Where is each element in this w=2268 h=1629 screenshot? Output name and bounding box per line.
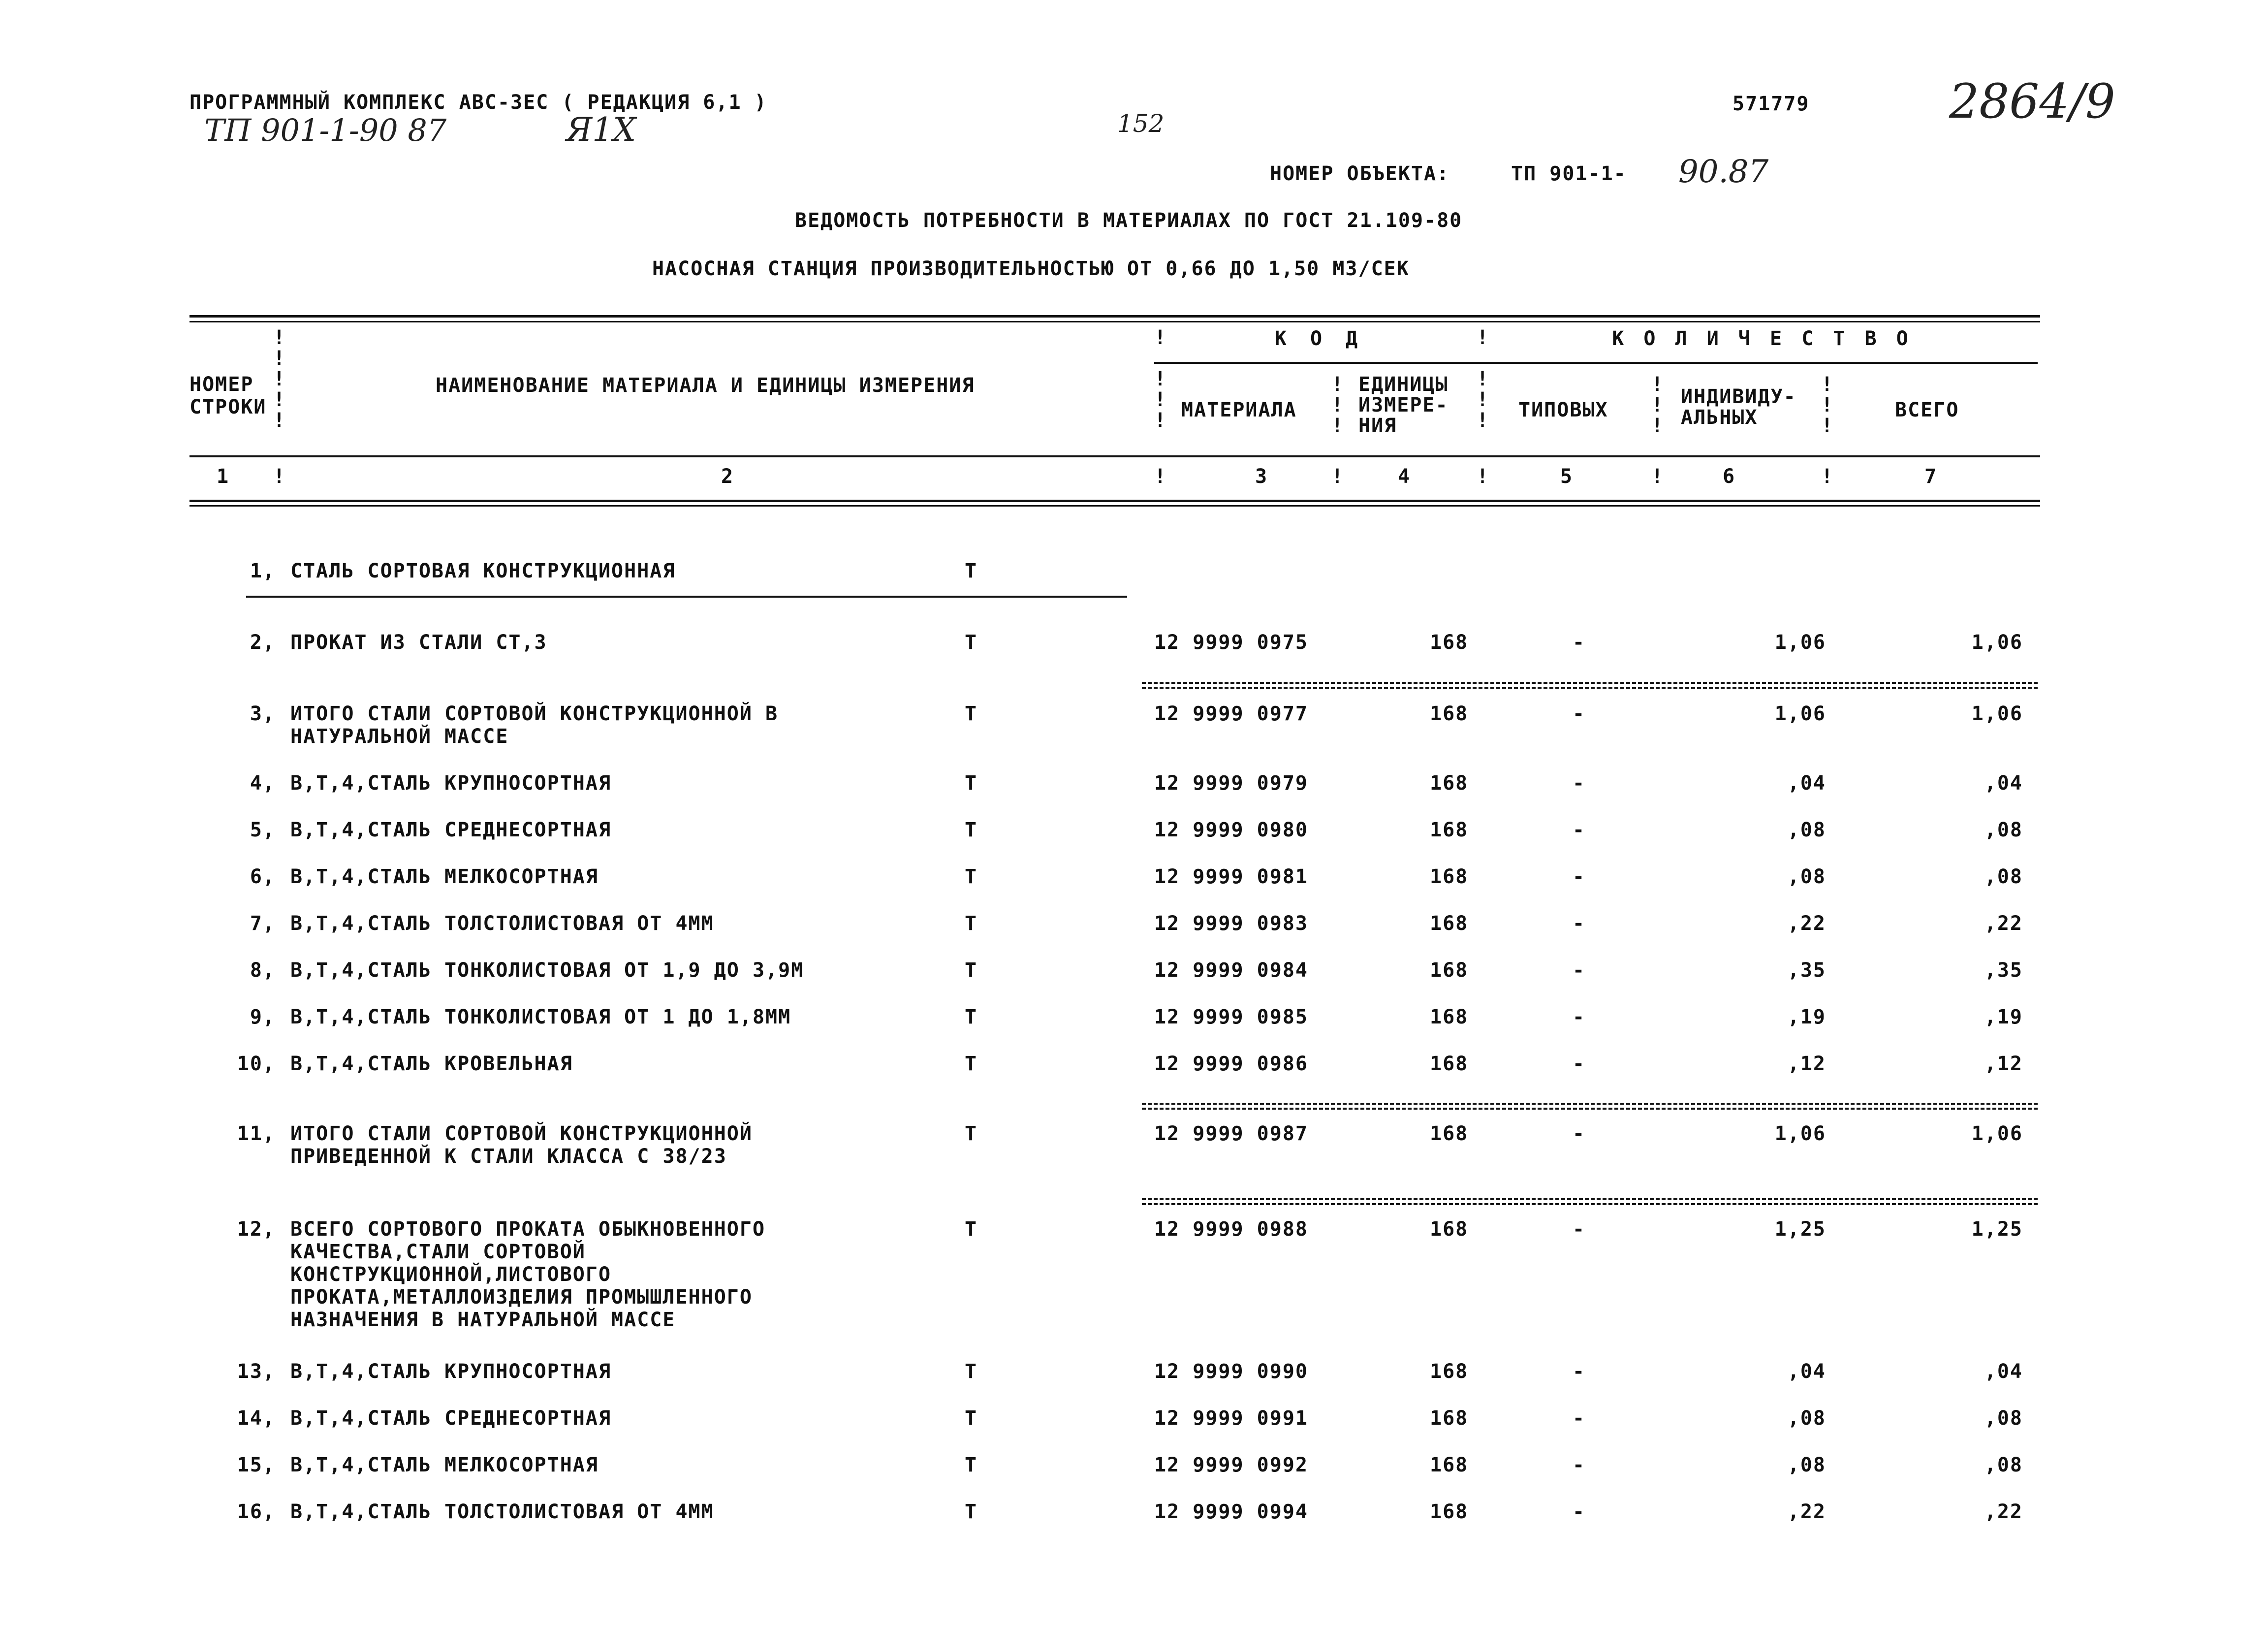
unit-letter: Т [965,819,978,841]
typical-qty: - [1573,1006,1586,1028]
col-number-7: 7 [1924,465,1938,488]
typical-qty: - [1573,772,1586,795]
header-individual: ИНДИВИДУ- АЛЬНЫХ [1681,385,1796,429]
row-number: 11, [237,1122,276,1145]
material-code: 12 9999 0979 [1154,772,1308,795]
total-qty: 1,06 [1971,631,2023,654]
material-name: В,Т,4,СТАЛЬ СРЕДНЕСОРТНАЯ [290,1407,612,1430]
unit-code: 168 [1430,1407,1469,1430]
material-code: 12 9999 0990 [1154,1360,1308,1383]
header-separator-4: ! ! ! ! [1477,326,1489,432]
col-number-6: 6 [1723,465,1736,488]
typical-qty: - [1573,1454,1586,1476]
individual-qty: ,12 [1787,1053,1826,1075]
individual-qty: 1,06 [1774,1122,1826,1145]
num-separator-4: ! [1477,465,1489,488]
material-code: 12 9999 0988 [1154,1218,1308,1241]
row-number: 4, [250,772,276,795]
row-number: 6, [250,865,276,888]
material-code: 12 9999 0994 [1154,1501,1308,1523]
material-code: 12 9999 0991 [1154,1407,1308,1430]
unit-letter: Т [965,959,978,982]
material-code: 12 9999 0981 [1154,865,1308,888]
object-number-handwritten: 90.87 [1678,154,1769,190]
typical-qty: - [1573,1407,1586,1430]
table-top-rule-inner [189,321,2040,322]
col-number-1: 1 [217,465,230,488]
col-number-5: 5 [1560,465,1574,488]
row-number: 16, [237,1501,276,1523]
total-qty: 1,25 [1971,1218,2023,1241]
row-number: 13, [237,1360,276,1383]
total-qty: ,04 [1984,1360,2023,1383]
material-name: В,Т,4,СТАЛЬ СРЕДНЕСОРТНАЯ [290,819,612,841]
header-quantity: К О Л И Ч Е С Т В О [1612,327,1912,350]
num-separator-2: ! [1154,465,1166,488]
row-number: 8, [250,959,276,982]
unit-code: 168 [1430,1006,1469,1028]
individual-qty: ,08 [1787,1454,1826,1476]
header-code-material: МАТЕРИАЛА [1181,399,1297,421]
unit-code: 168 [1430,1501,1469,1523]
material-code: 12 9999 0984 [1154,959,1308,982]
total-qty: ,04 [1984,772,2023,795]
unit-code: 168 [1430,631,1469,654]
unit-code: 168 [1430,1360,1469,1383]
individual-qty: ,08 [1787,865,1826,888]
handwritten-sheet-number: 2864/9 [1949,74,2115,129]
individual-qty: ,04 [1787,1360,1826,1383]
col-number-3: 3 [1255,465,1268,488]
row-number: 3, [250,703,276,725]
header-row-number: НОМЕР СТРОКИ [189,373,267,418]
typical-qty: - [1573,912,1586,935]
table-top-rule [189,315,2040,318]
total-qty: ,08 [1984,865,2023,888]
num-separator-3: ! [1331,465,1344,488]
total-qty: ,22 [1984,1501,2023,1523]
material-name: В,Т,4,СТАЛЬ КРУПНОСОРТНАЯ [290,772,612,795]
header-separator-1: ! ! ! ! ! [273,326,285,432]
material-name: В,Т,4,СТАЛЬ ТОЛСТОЛИСТОВАЯ ОТ 4ММ [290,912,714,935]
row-number: 2, [250,631,276,654]
unit-letter: Т [965,1407,978,1430]
typical-qty: - [1573,1218,1586,1241]
material-code: 12 9999 0977 [1154,703,1308,725]
typical-qty: - [1573,1053,1586,1075]
unit-letter: Т [965,865,978,888]
material-name: ПРОКАТ ИЗ СТАЛИ СТ,3 [290,631,547,654]
document-title: ВЕДОМОСТЬ ПОТРЕБНОСТИ В МАТЕРИАЛАХ ПО ГОСТ 21.109-80 [795,209,1463,232]
header-mid-rule [1154,362,2038,364]
total-qty: ,08 [1984,819,2023,841]
material-name: В,Т,4,СТАЛЬ МЕЛКОСОРТНАЯ [290,1454,598,1476]
material-name: В,Т,4,СТАЛЬ ТОНКОЛИСТОВАЯ ОТ 1 ДО 1,8ММ [290,1006,791,1028]
subtotal-rule-row12 [1142,1198,2038,1205]
total-qty: ,08 [1984,1407,2023,1430]
row-number: 1, [250,560,276,582]
individual-qty: ,35 [1787,959,1826,982]
row-number: 10, [237,1053,276,1075]
header-total: ВСЕГО [1895,399,1959,421]
unit-letter: Т [965,1006,978,1028]
material-code: 12 9999 0992 [1154,1454,1308,1476]
subtotal-rule-row3 [1142,682,2038,689]
row1-underline [246,596,1127,598]
total-qty: ,22 [1984,912,2023,935]
row-number: 9, [250,1006,276,1028]
header-separator-5: ! ! ! [1651,373,1664,437]
material-code: 12 9999 0987 [1154,1122,1308,1145]
unit-letter: Т [965,1122,978,1145]
unit-code: 168 [1430,865,1469,888]
unit-code: 168 [1430,772,1469,795]
individual-qty: ,08 [1787,819,1826,841]
num-separator-5: ! [1651,465,1664,488]
program-header: ПРОГРАММНЫЙ КОМПЛЕКС АВС-3ЕС ( РЕДАКЦИЯ 6,1 ) [189,91,767,114]
material-code: 12 9999 0975 [1154,631,1308,654]
unit-code: 168 [1430,703,1469,725]
total-qty: ,12 [1984,1053,2023,1075]
individual-qty: ,22 [1787,1501,1826,1523]
material-name: В,Т,4,СТАЛЬ МЕЛКОСОРТНАЯ [290,865,598,888]
material-name: В,Т,4,СТАЛЬ КРОВЕЛЬНАЯ [290,1053,573,1075]
unit-letter: Т [965,1454,978,1476]
col-number-4: 4 [1398,465,1411,488]
typical-qty: - [1573,819,1586,841]
unit-code: 168 [1430,819,1469,841]
row-number: 15, [237,1454,276,1476]
material-code: 12 9999 0985 [1154,1006,1308,1028]
unit-letter: Т [965,631,978,654]
material-name: В,Т,4,СТАЛЬ КРУПНОСОРТНАЯ [290,1360,612,1383]
header-separator-2: ! ! ! ! [1154,326,1166,432]
total-qty: 1,06 [1971,703,2023,725]
unit-letter: Т [965,1053,978,1075]
subtotal-rule-row11 [1142,1103,2038,1110]
total-qty: ,08 [1984,1454,2023,1476]
document-subtitle: НАСОСНАЯ СТАНЦИЯ ПРОИЗВОДИТЕЛЬНОСТЬЮ ОТ 0,66 ДО 1,50 М3/СЕК [652,257,1410,280]
material-code: 12 9999 0986 [1154,1053,1308,1075]
unit-letter: Т [965,1360,978,1383]
header-material-name: НАИМЕНОВАНИЕ МАТЕРИАЛА И ЕДИНИЦЫ ИЗМЕРЕНИЯ [436,374,975,397]
material-name: ИТОГО СТАЛИ СОРТОВОЙ КОНСТРУКЦИОННОЙ ПРИВЕДЕННОЙ К СТАЛИ КЛАССА С 38/23 [290,1122,753,1168]
material-name: ВСЕГО СОРТОВОГО ПРОКАТА ОБЫКНОВЕННОГО КАЧЕСТВА,СТАЛИ СОРТОВОЙ КОНСТРУКЦИОННОЙ,ЛИСТОВОГО ПРОКАТА,МЕТАЛЛОИЗДЕЛИЯ ПРОМЫШЛЕННОГО НАЗНАЧЕНИЯ В НАТУРАЛЬНОЙ МАССЕ [290,1218,766,1331]
unit-code: 168 [1430,1053,1469,1075]
total-qty: 1,06 [1971,1122,2023,1145]
material-name: ИТОГО СТАЛИ СОРТОВОЙ КОНСТРУКЦИОННОЙ В НАТУРАЛЬНОЙ МАССЕ [290,703,779,748]
handwritten-page-number: 152 [1117,109,1165,138]
total-qty: ,35 [1984,959,2023,982]
num-separator-1: ! [273,465,285,488]
unit-letter: Т [965,560,978,582]
material-code: 12 9999 0980 [1154,819,1308,841]
typical-qty: - [1573,865,1586,888]
material-name: В,Т,4,СТАЛЬ ТОНКОЛИСТОВАЯ ОТ 1,9 ДО 3,9М [290,959,804,982]
col-number-2: 2 [721,465,734,488]
header-typical: ТИПОВЫХ [1518,399,1608,421]
header-separator-3: ! ! ! [1331,373,1344,437]
typical-qty: - [1573,959,1586,982]
unit-letter: Т [965,1501,978,1523]
typical-qty: - [1573,631,1586,654]
row-number: 7, [250,912,276,935]
typical-qty: - [1573,1122,1586,1145]
individual-qty: ,19 [1787,1006,1826,1028]
row-number: 14, [237,1407,276,1430]
header-numbers-rule [189,455,2040,457]
unit-letter: Т [965,912,978,935]
individual-qty: ,22 [1787,912,1826,935]
unit-letter: Т [965,772,978,795]
material-name: В,Т,4,СТАЛЬ ТОЛСТОЛИСТОВАЯ ОТ 4ММ [290,1501,714,1523]
unit-code: 168 [1430,912,1469,935]
unit-letter: Т [965,1218,978,1241]
total-qty: ,19 [1984,1006,2023,1028]
unit-code: 168 [1430,959,1469,982]
unit-code: 168 [1430,1454,1469,1476]
individual-qty: ,08 [1787,1407,1826,1430]
unit-letter: Т [965,703,978,725]
object-number-label: НОМЕР ОБЪЕКТА: [1270,162,1450,185]
material-name: СТАЛЬ СОРТОВАЯ КОНСТРУКЦИОННАЯ [290,560,676,582]
typical-qty: - [1573,703,1586,725]
header-code: К О Д [1274,327,1364,350]
typical-qty: - [1573,1501,1586,1523]
unit-code: 168 [1430,1218,1469,1241]
row-number: 12, [237,1218,276,1241]
typical-qty: - [1573,1360,1586,1383]
num-separator-6: ! [1821,465,1833,488]
individual-qty: ,04 [1787,772,1826,795]
row-number: 5, [250,819,276,841]
individual-qty: 1,06 [1774,631,1826,654]
material-code: 12 9999 0983 [1154,912,1308,935]
header-bottom-rule-inner [189,505,2040,507]
document-number: 571779 [1732,93,1810,115]
individual-qty: 1,06 [1774,703,1826,725]
header-code-unit: ЕДИНИЦЫ ИЗМЕРЕ- НИЯ [1358,373,1449,437]
unit-code: 168 [1430,1122,1469,1145]
handwritten-mark: Я1Х [566,111,636,149]
handwritten-tp-number: ТП 901-1-90 87 [204,112,447,148]
header-separator-6: ! ! ! [1821,373,1833,437]
header-bottom-rule [189,500,2040,502]
object-number-value: ТП 901-1- [1511,162,1627,185]
individual-qty: 1,25 [1774,1218,1826,1241]
